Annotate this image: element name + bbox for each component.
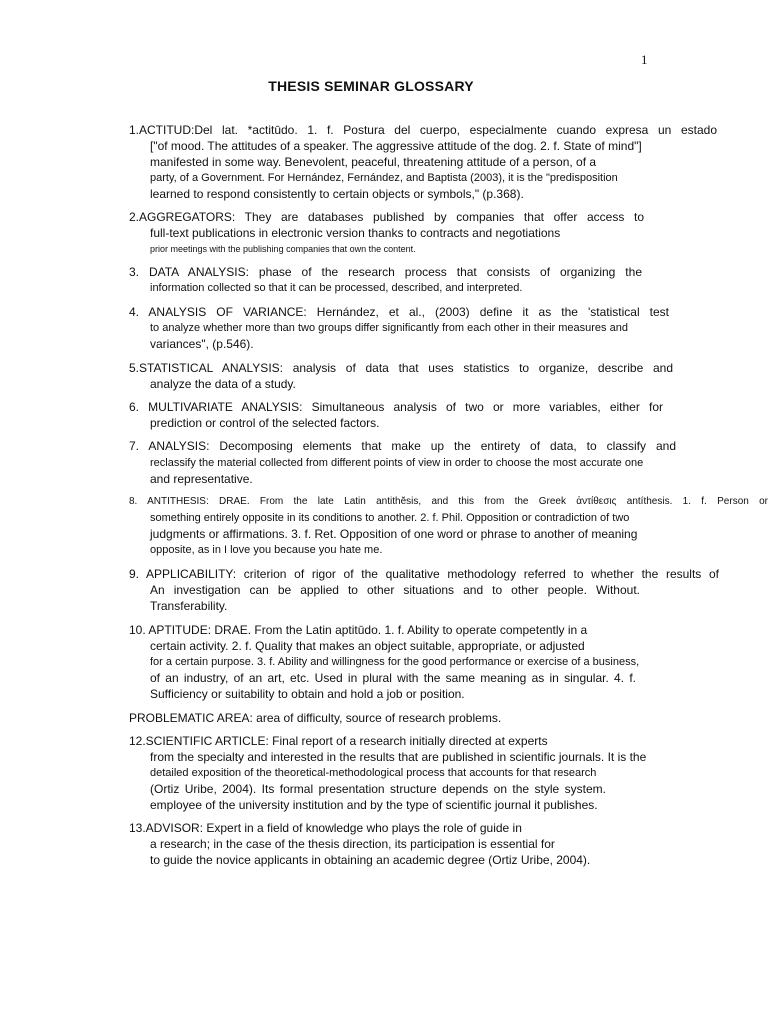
entry-applicability-line-1: 9. APPLICABILITY: criterion of rigor of the qualitative methodology referred to whether the results of <box>129 567 719 581</box>
entry-advisor-line-3: to guide the novice applicants in obtaining an academic degree (Ortiz Uribe, 2004). <box>150 853 591 867</box>
entry-article-line-2: from the specialty and interested in the results that are published in scientific journals. It is the <box>150 750 647 764</box>
entry-variance-line-1: 4. ANALYSIS OF VARIANCE: Hernández, et al., (2003) define it as the 'statistical test <box>129 305 669 319</box>
entry-antithesis-line-2: something entirely opposite in its conditions to another. 2. f. Phil. Opposition or contradiction of two <box>150 512 630 524</box>
entry-aptitude-line-1: 10. APTITUDE: DRAE. From the Latin aptitūdo. 1. f. Ability to operate competently in a <box>129 623 588 637</box>
entry-article-line-4: (Ortiz Uribe, 2004). Its formal presentation structure depends on the style system. <box>150 782 606 796</box>
entry-actitud-line-1: 1.ACTITUD:Del lat. *actitūdo. 1. f. Postura del cuerpo, especialmente cuando expresa un estado <box>129 123 717 137</box>
entry-actitud-line-5: learned to respond consistently to certain objects or symbols," (p.368). <box>150 187 524 201</box>
entry-actitud-line-2: ["of mood. The attitudes of a speaker. The aggressive attitude of the dog. 2. f. State of mind"] <box>150 139 642 153</box>
entry-article-line-1: 12.SCIENTIFIC ARTICLE: Final report of a research initially directed at experts <box>129 734 548 748</box>
entry-variance-line-2: to analyze whether more than two groups differ significantly from each other in their measures and <box>150 322 628 334</box>
entry-advisor-line-2: a research; in the case of the thesis direction, its participation is essential for <box>150 837 555 851</box>
entry-aggregators-line-2: full-text publications in electronic version thanks to contracts and negotiations <box>150 226 561 240</box>
entry-aggregators-line-1: 2.AGGREGATORS: They are databases published by companies that offer access to <box>129 210 644 224</box>
entry-statistical-line-1: 5.STATISTICAL ANALYSIS: analysis of data that uses statistics to organize, describe and <box>129 361 673 375</box>
entry-variance-line-3: variances", (p.546). <box>150 337 254 351</box>
entry-article-line-5: employee of the university institution and by the type of scientific journal it publishes. <box>150 798 598 812</box>
entry-article-line-3: detailed exposition of the theoretical-methodological process that accounts for that research <box>150 767 597 779</box>
page-title: THESIS SEMINAR GLOSSARY <box>268 78 474 94</box>
entry-actitud-line-4: party, of a Government. For Hernández, Fernández, and Baptista (2003), it is the "predisposition <box>150 172 618 184</box>
entry-data-analysis-line-2: information collected so that it can be processed, described, and interpreted. <box>150 282 523 294</box>
entry-aptitude-line-2: certain activity. 2. f. Quality that makes an object suitable, appropriate, or adjusted <box>150 639 585 653</box>
entry-problematic-area: PROBLEMATIC AREA: area of difficulty, source of research problems. <box>129 711 502 725</box>
entry-analysis-line-1: 7. ANALYSIS: Decomposing elements that make up the entirety of data, to classify and <box>129 439 676 453</box>
page-number: 1 <box>641 52 648 67</box>
entry-aggregators-line-3: prior meetings with the publishing companies that own the content. <box>150 244 416 254</box>
entry-antithesis-line-3: judgments or affirmations. 3. f. Ret. Opposition of one word or phrase to another of meaning <box>150 527 638 541</box>
entry-antithesis-line-4: opposite, as in I love you because you hate me. <box>150 544 383 556</box>
entry-applicability-line-3: Transferability. <box>150 599 228 613</box>
entry-aptitude-line-4: of an industry, of an art, etc. Used in plural with the same meaning as in singular. 4. f. <box>150 671 636 685</box>
entry-analysis-line-2: reclassify the material collected from different points of view in order to choose the most accurate one <box>150 457 644 469</box>
entry-statistical-line-2: analyze the data of a study. <box>150 377 296 391</box>
entry-advisor-line-1: 13.ADVISOR: Expert in a field of knowledge who plays the role of guide in <box>129 821 522 835</box>
entry-multivariate-line-1: 6. MULTIVARIATE ANALYSIS: Simultaneous analysis of two or more variables, either for <box>129 400 663 414</box>
entry-actitud-line-3: manifested in some way. Benevolent, peaceful, threatening attitude of a person, of a <box>150 155 597 169</box>
entry-aptitude-line-3: for a certain purpose. 3. f. Ability and willingness for the good performance or exercise of a business, <box>150 656 640 668</box>
entry-aptitude-line-5: Sufficiency or suitability to obtain and hold a job or position. <box>150 687 465 701</box>
entry-antithesis-line-1: 8. ANTITHESIS: DRAE. From the late Latin antithĕsis, and this from the Greek ἀντίθεσις antíthesis. 1. f. Person or <box>129 496 768 507</box>
entry-analysis-line-3: and representative. <box>150 472 253 486</box>
entry-data-analysis-line-1: 3. DATA ANALYSIS: phase of the research process that consists of organizing the <box>129 265 642 279</box>
entry-multivariate-line-2: prediction or control of the selected factors. <box>150 416 380 430</box>
entry-applicability-line-2: An investigation can be applied to other situations and to other people. Without. <box>150 583 640 597</box>
